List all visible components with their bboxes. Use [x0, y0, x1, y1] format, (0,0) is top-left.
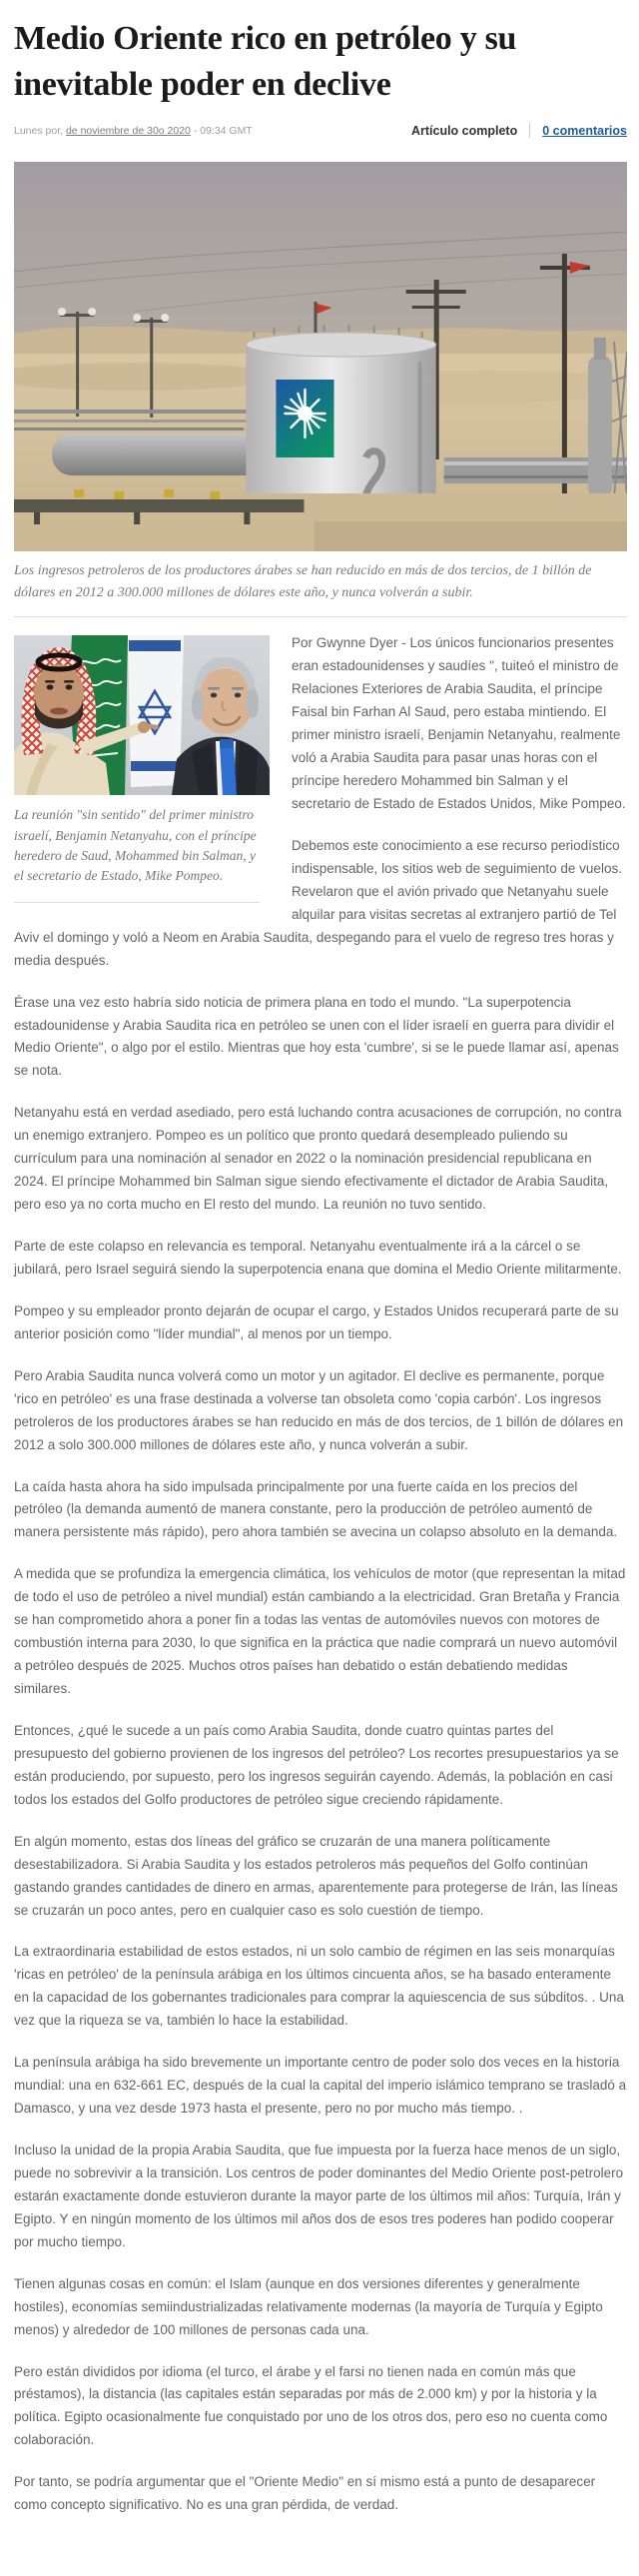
israel-flag	[128, 635, 184, 787]
date-prefix: Lunes por,	[14, 124, 66, 137]
page-title: Medio Oriente rico en petróleo y su inevitable poder en declive	[14, 20, 517, 103]
paragraph-12: La extraordinaria estabilidad de estos estados, ni un solo cambio de régimen en las seis monarquías 'ricas en petróleo' de la península arábiga en los últimos cincuenta años, se ha basado enteramente en la capacidad de los gobernantes tradicionales para comprar la aquiescencia de sus súbditos. . Una vez que la riqueza se va, también lo hace la estabilidad.	[14, 1944, 624, 2029]
summit-photo-netanyahu-mbs	[14, 635, 270, 795]
meta-divider	[529, 123, 530, 138]
date-line	[14, 125, 253, 137]
paragraph-4: Netanyahu está en verdad asediado, pero está luchando contra acusaciones de corrupción, no contra un enemigo extranjero. Pompeo es un político que pronto quedará desempleado puliendo su currículum para una nominación al senador en 2022 o la nominación presidencial republicana en 2024. El príncipe Mohammed bin Salman sigue siendo efectivamente el dictador de Arabia Saudita, pero eso ya no corta mucho en El resto del mundo. La reunión no tuvo sentido.	[14, 1105, 622, 1213]
paragraph-3: Érase una vez esto habría sido noticia de primera plana en todo el mundo. "La superpotencia estadounidense y Arabia Saudita rica en petróleo se unen con el líder israelí en guerra para dividir el Medio Oriente", o algo por el estilo. Mientras que hoy esta 'cumbre', si se le puede llamar así, apenas se nota.	[14, 994, 619, 1079]
comments-link[interactable]: 0 comentarios	[542, 123, 627, 138]
hero-caption: Los ingresos petroleros de los productores árabes se han reducido en más de dos tercios, de 1 billón de dólares en 2012 a 300.000 millones de dólares este año, y nunca volverán a subir.	[14, 563, 592, 600]
meta-links	[411, 123, 627, 138]
date-suffix: - 09:34 GMT	[190, 124, 253, 137]
inline-figure	[14, 635, 270, 903]
paragraph-14: Incluso la unidad de la propia Arabia Saudita, que fue impuesta por la fuerza hace menos de un siglo, puede no sobrevivir a la transición. Los centros de poder dominantes del Medio Oriente post-petrolero estarán exactamente donde estuvieron durante la mayor parte de los últimos mil años: Turquía, Irán y Egipto. Y en ningún momento de los últimos mil años dos de esos tres poderes han podido cooperar por mucho tiempo.	[14, 2143, 624, 2249]
paragraph-10: Entonces, ¿qué le sucede a un país como Arabia Saudita, donde cuatro quintas partes del presupuesto del gobierno provienen de los ingresos del petróleo? Los recortes presupuestarios ya se están produciendo, por supuesto, pero los ingresos seguirán cayendo. Además, la población en casi todos los estados del Golfo productores de petróleo sigue creciendo rápidamente.	[14, 1722, 619, 1807]
foreground	[14, 489, 627, 551]
paragraph-1: Por Gwynne Dyer - Los únicos funcionarios presentes eran estadounidenses y saudíes ", tuiteó el ministro de Relaciones Exteriores de Arabia Saudita, el príncipe Faisal bin Farhan Al Saud, pero estaba mintiendo. El primer ministro israelí, Benjamin Netanyahu, realmente voló a Arabia Saudita para pasar unas horas con el príncipe heredero Mohammed bin Salman y el secretario de Estado de Estados Unidos, Mike Pompeo.	[292, 635, 626, 812]
section-divider	[14, 616, 627, 617]
paragraph-11: En algún momento, estas dos líneas del gráfico se cruzarán de una manera políticamente desestabilizadora. Si Arabia Saudita y los estados petroleros más pequeños del Golfo continúan gastando grandes cantidades de dinero en armas, aparentemente para protegerse de Irán, las líneas se cruzarán un poco antes, pero en cualquier caso es solo cuestión de tiempo.	[14, 1833, 618, 1918]
paragraph-2: Debemos este conocimiento a ese recurso periodístico indispensable, los sitios web de seguimiento de vuelos. Revelaron que el avión privado que Netanyahu suele alquilar para visitas secretas al extranjero partió de Tel Aviv el domingo y voló a Neom en Arabia Saudita, despegando para el vuelo de regreso tres horas y media después.	[14, 837, 622, 968]
hero-photo-aramco-facility	[14, 162, 627, 551]
paragraph-13: La península arábiga ha sido brevemente un importante centro de poder solo dos veces en la historia mundial: una en 632-661 EC, después de la cual la capital del imperio islámico temprano se trasladó a Damasco, y una vez desde 1973 hasta el presente, pero no por mucho más tiempo. .	[14, 2055, 627, 2117]
inline-caption: La reunión "sin sentido" del primer ministro israelí, Benjamin Netanyahu, con el príncipe heredero de Saud, Mohammed bin Salman, y el secretario de Estado, Mike Pompeo.	[14, 805, 260, 903]
paragraph-16: Pero están divididos por idioma (el turco, el árabe y el farsi no tienen nada en común más que préstamos), la distancia (las capitales están separadas por más de 2.000 km) y por la historia y la política. Egipto ocasionalmente fue conquistado por uno de los otros dos, pero eso no cuenta como colaboración.	[14, 2363, 608, 2448]
paragraph-15: Tienen algunas cosas en común: el Islam (aunque en dos versiones diferentes y generalmente hostiles), economías semiindustrializadas relativamente modernas (la mayoría de Turquía y Egipto menos) y alrededor de 100 millones de personas cada una.	[14, 2275, 603, 2337]
paragraph-8: La caída hasta ahora ha sido impulsada principalmente por una fuerte caída en los precios del petróleo (la demanda aumentó de manera constante, pero la producción de petróleo aumentó de manera persistente más rápido), pero ahora también se avecina un colapso absoluto en la demanda.	[14, 1478, 618, 1540]
paragraph-5: Parte de este colapso en relevancia es temporal. Netanyahu eventualmente irá a la cárcel o se jubilará, pero Israel seguirá siendo la superpotencia enana que domina el Medio Oriente militarmente.	[14, 1239, 622, 1277]
date-link[interactable]: de noviembre de 30o 2020	[65, 124, 191, 137]
paragraph-9: A medida que se profundiza la emergencia climática, los vehículos de motor (que representan la mitad de todo el uso de petróleo a nivel mundial) están cambiando a la electricidad. Gran Bretaña y Francia se han comprometido ahora a poner fin a todas las ventas de automóviles nuevos con motores de combustión interna para 2030, lo que significa en la práctica que nadie comprará un nuevo automóvil a petróleo después de 2025. Muchos otros países han debatido o están debatiendo medidas similares.	[14, 1566, 626, 1697]
paragraph-6: Pompeo y su empleador pronto dejarán de ocupar el cargo, y Estados Unidos recuperará parte de su anterior posición como "líder mundial", al menos por un tiempo.	[14, 1302, 619, 1341]
paragraph-17: Por tanto, se podría argumentar que el "Oriente Medio" en sí mismo está a punto de desaparecer como concepto significativo. No es una gran pérdida, de verdad.	[14, 2474, 596, 2513]
aramco-logo	[276, 380, 333, 457]
full-article-link[interactable]: Artículo completo	[410, 123, 518, 138]
storage-tank	[246, 325, 435, 508]
article-body	[14, 632, 627, 2517]
paragraph-7: Pero Arabia Saudita nunca volverá como un motor y un agitador. El declive es permanente, porque 'rico en petróleo' es una frase destinada a volverse tan obsoleta como 'copia carbón'. Los ingresos petroleros de los productores árabes se han reducido en más de dos tercios, de 1 billón de dólares en 2012 a solo 300.000 millones de dólares este año, y nunca volverán a subir.	[14, 1367, 624, 1452]
hero-figure	[14, 162, 627, 603]
meta-bar	[14, 123, 627, 138]
